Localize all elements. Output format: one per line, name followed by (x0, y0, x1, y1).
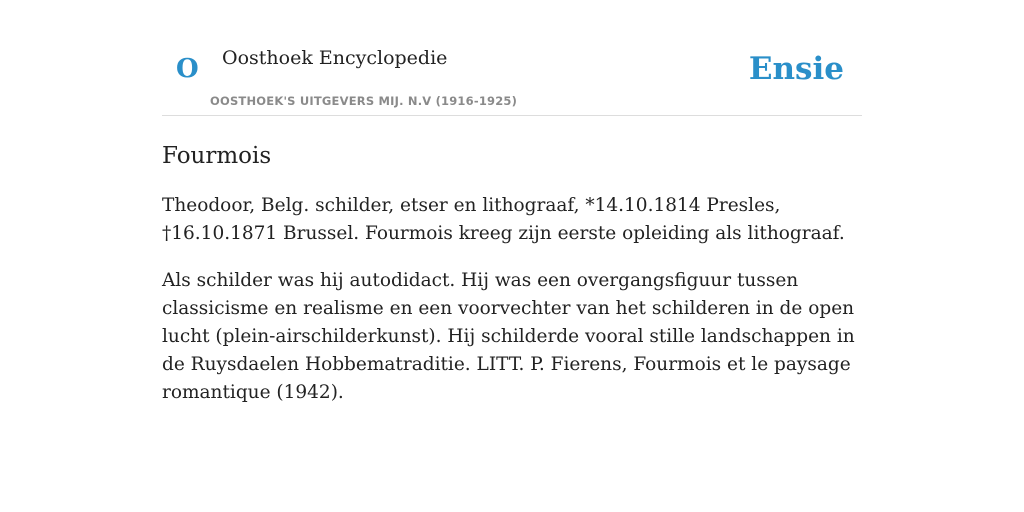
article (162, 142, 862, 407)
article-paragraph: Als schilder was hij autodidact. Hij was een overgangsfiguur tussen classicisme en realisme en een voorvechter van het schilderen in de open lucht (plein-airschilderkunst). Hij schilderde vooral stille landschappen in de Ruysdaelen Hobbematraditie. LITT. P. Fierens, Fourmois et le paysage romantique (1942). (162, 270, 855, 403)
article-title: Fourmois (162, 143, 272, 169)
publisher-subtitle: OOSTHOEK'S UITGEVERS MIJ. N.V (1916-1925) (210, 94, 518, 108)
oosthoek-logo[interactable]: O (176, 54, 199, 84)
page-container (162, 0, 862, 407)
article-paragraph: Theodoor, Belg. schilder, etser en lithograaf, *14.10.1814 Presles, †16.10.1871 Brussel. Fourmois kreeg zijn eerste opleiding als lithograaf. (162, 195, 845, 244)
site-title-link[interactable]: Oosthoek Encyclopedie (222, 47, 448, 69)
site-header (162, 0, 862, 116)
ensie-brand-link[interactable]: Ensie (748, 51, 844, 87)
